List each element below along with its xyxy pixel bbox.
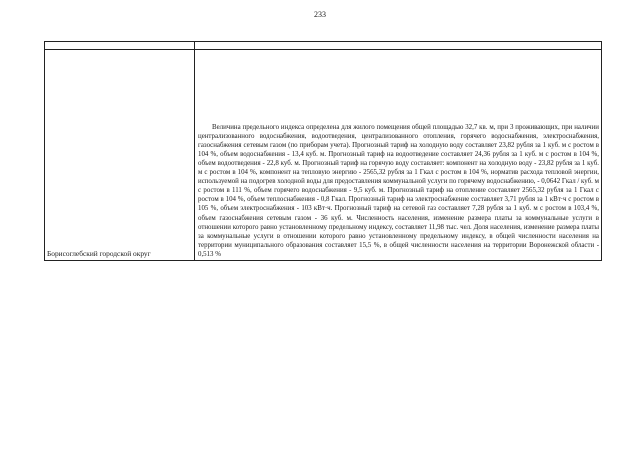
table-header-row [45,42,602,50]
index-description-cell [195,50,602,261]
page-number: 233 [314,10,326,19]
municipality-name: Борисоглебский городской округ [47,249,151,258]
index-description: Величина предельного индекса определена для жилого помещения общей площадью 32,7 кв. м, при 3 проживающих, при наличии централизованного водоснабжения, водоотведения, централизованного отопления, горячего водоснабжения, электроснабжения, газоснабжения сетевым газом (по приборам учета). Прогнозный тариф на холодную воду составляет 23,82 рубля за 1 куб. м с ростом в 104 %, объем водоснабжения - 13,4 куб. м. Прогнозный тариф на водоотведение составляет 24,36 рубля за 1 куб. м с ростом в 104 %, объем водоотведения - 22,8 куб. м. Прогнозный тариф на горячую воду составляет: компонент на холодную воду - 23,82 рубля за 1 куб. м с ростом в 104 %, компонент на тепловую энергию - 2565,32 рубля за 1 Гкал с ростом в 104 %, норматив расхода тепловой энергии, используемой на подогрев холодной воды для предоставления коммунальной услуги по горячему водоснабжению, - 0,0642 Гкал / куб. м с ростом в 111 %, объем горячего водоснабжения - 9,5 куб. м. Прогнозный тариф на отопление составляет 2565,32 рубля за 1 Гкал с ростом в 104 %, объем теплоснабжения - 0,8 Гкал. Прогнозный тариф на электроснабжение составляет 3,71 рубля за 1 кВт·ч с ростом в 105 %, объем электроснабжения - 103 кВт·ч. Прогнозный тариф на сетевой газ составляет 7,28 рубля за 1 куб. м с ростом в 103,4 %, объем газоснабжения сетевым газом - 36 куб. м. Численность населения, изменение размера платы за коммунальные услуги в отношении которого равно установленному предельному индексу, составляет 11,98 тыс. чел. Доля населения, изменение размера платы за коммунальные услуги в отношении которого равно установленному предельному индексу, в общей численности населения на территории муниципального образования составляет 15,5 %, в общей численности населения на территории Воронежской области - 0,513 % [198,123,599,258]
municipality-table [44,41,602,261]
header-cell-right [195,42,602,50]
table-row [45,50,602,261]
municipality-name-cell [45,50,195,261]
header-cell-left [45,42,195,50]
